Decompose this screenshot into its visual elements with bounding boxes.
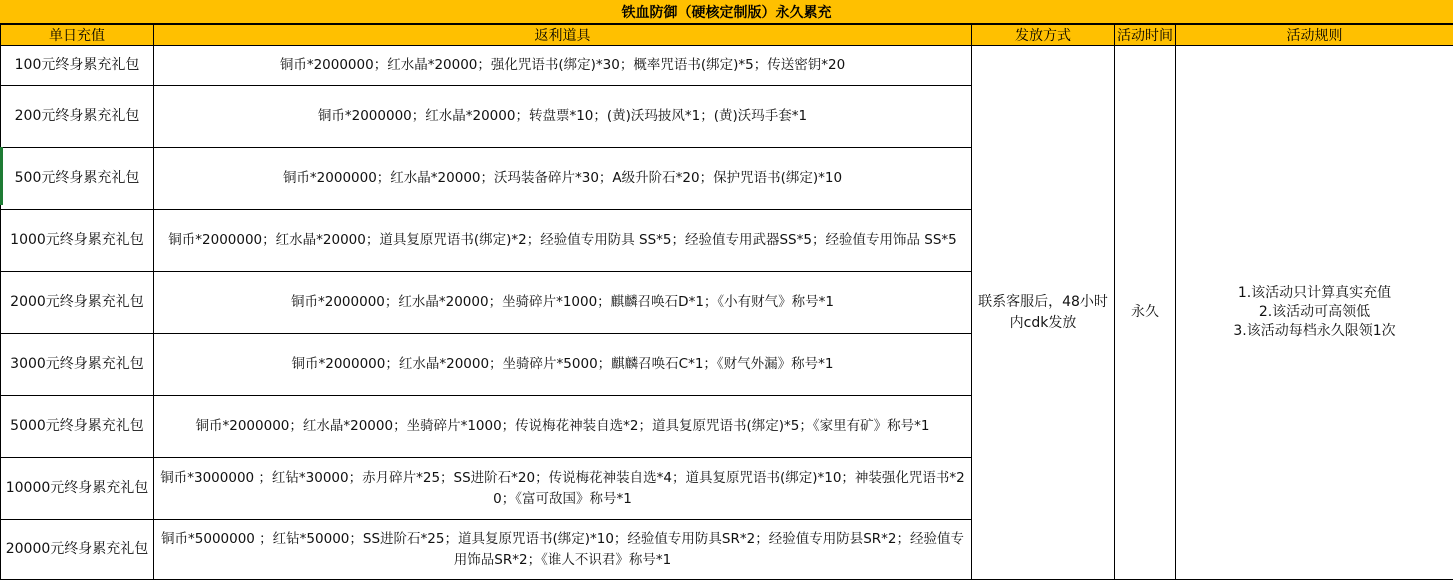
tier-cell[interactable]: 100元终身累充礼包	[1, 46, 154, 86]
tier-cell[interactable]: 200元终身累充礼包	[1, 86, 154, 148]
header-rules[interactable]: 活动规则	[1176, 25, 1453, 46]
tier-cell[interactable]: 10000元终身累充礼包	[1, 458, 154, 520]
header-time[interactable]: 活动时间	[1115, 25, 1176, 46]
rules-cell[interactable]	[1176, 46, 1453, 580]
tier-cell[interactable]: 3000元终身累充礼包	[1, 334, 154, 396]
reward-cell[interactable]: 铜币*2000000；红水晶*20000；沃玛装备碎片*30；A级升阶石*20；保护咒语书(绑定)*10	[154, 148, 972, 210]
table-row	[1, 46, 1453, 86]
rule-line: 3.该活动每档永久限领1次	[1233, 323, 1396, 339]
header-tier[interactable]: 单日充值	[1, 25, 154, 46]
tier-cell[interactable]: 500元终身累充礼包	[1, 148, 154, 210]
reward-table	[0, 24, 1453, 580]
time-cell[interactable]: 永久	[1115, 46, 1176, 580]
reward-cell[interactable]: 铜币*2000000；红水晶*20000；坐骑碎片*1000；麒麟召唤石D*1；《小有财气》称号*1	[154, 272, 972, 334]
rule-line: 2.该活动可高领低	[1258, 304, 1371, 320]
reward-cell[interactable]: 铜币*5000000 ；红钻*50000；SS进阶石*25；道具复原咒语书(绑定)*10；经验值专用防具SR*2；经验值专用防县SR*2；经验值专用饰品SR*2；《谁人不识君》称号*1	[154, 520, 972, 580]
method-cell[interactable]: 联系客服后，48小时内cdk发放	[972, 46, 1115, 580]
tier-cell[interactable]: 1000元终身累充礼包	[1, 210, 154, 272]
active-cell-marker	[0, 147, 3, 205]
rule-line: 1.该活动只计算真实充值	[1237, 285, 1392, 301]
sheet-title[interactable]: 铁血防御（硬核定制版）永久累充	[0, 0, 1453, 24]
tier-cell[interactable]: 20000元终身累充礼包	[1, 520, 154, 580]
reward-cell[interactable]: 铜币*2000000；红水晶*20000；坐骑碎片*5000；麒麟召唤石C*1；《财气外漏》称号*1	[154, 334, 972, 396]
header-reward[interactable]: 返利道具	[154, 25, 972, 46]
header-method[interactable]: 发放方式	[972, 25, 1115, 46]
reward-cell[interactable]: 铜币*2000000；红水晶*20000；坐骑碎片*1000；传说梅花神装自选*2；道具复原咒语书(绑定)*5；《家里有矿》称号*1	[154, 396, 972, 458]
tier-cell[interactable]: 5000元终身累充礼包	[1, 396, 154, 458]
header-row	[1, 25, 1453, 46]
reward-cell[interactable]: 铜币*2000000；红水晶*20000；转盘票*10；(黄)沃玛披风*1；(黄)沃玛手套*1	[154, 86, 972, 148]
reward-cell[interactable]: 铜币*2000000；红水晶*20000；强化咒语书(绑定)*30；概率咒语书(绑定)*5；传送密钥*20	[154, 46, 972, 86]
reward-cell[interactable]: 铜币*2000000；红水晶*20000；道具复原咒语书(绑定)*2；经验值专用防具 SS*5；经验值专用武器SS*5；经验值专用饰品 SS*5	[154, 210, 972, 272]
reward-cell[interactable]: 铜币*3000000 ；红钻*30000；赤月碎片*25；SS进阶石*20；传说梅花神装自选*4；道具复原咒语书(绑定)*10；神装强化咒语书*20；《富可敌国》称号*1	[154, 458, 972, 520]
tier-cell[interactable]: 2000元终身累充礼包	[1, 272, 154, 334]
